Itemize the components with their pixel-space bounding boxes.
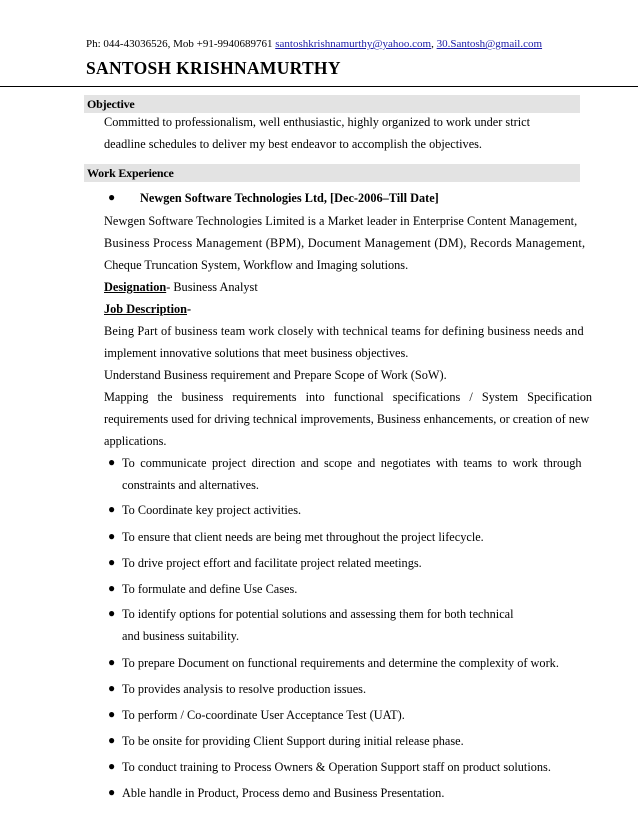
candidate-name: SANTOSH KRISHNAMURTHY bbox=[86, 58, 341, 78]
phone-text: Ph: 044-43036526, Mob +91-9940689761 bbox=[86, 38, 273, 50]
company-desc-line-2: Business Process Management (BPM), Document Management (DM), Records Management, bbox=[104, 236, 586, 250]
company-desc-line-3: Cheque Truncation System, Workflow and Imaging solutions. bbox=[104, 258, 409, 272]
bullet-dot: ● bbox=[108, 581, 116, 595]
email-link-gmail[interactable]: 30.Santosh@gmail.com bbox=[436, 38, 543, 50]
bullet-dot: ● bbox=[108, 733, 116, 747]
contact-line bbox=[86, 38, 542, 50]
bullet-dot: ● bbox=[108, 502, 116, 516]
objective-heading: Objective bbox=[84, 95, 580, 113]
bullet-item: To formulate and define Use Cases. bbox=[122, 582, 298, 596]
bullet-dot: ● bbox=[108, 529, 116, 543]
job-desc-line-2: implement innovative solutions that meet business objectives. bbox=[104, 346, 409, 360]
job-desc-line-5: requirements used for driving technical improvements, Business enhancements, or creation of new bbox=[104, 412, 590, 426]
bullet-dot: ● bbox=[108, 681, 116, 695]
objective-line-2: deadline schedules to deliver my best endeavor to accomplish the objectives. bbox=[104, 137, 483, 151]
bullet-dot: ● bbox=[108, 785, 116, 799]
bullet-dot: ● bbox=[108, 455, 116, 469]
job-description-row bbox=[104, 302, 191, 317]
job-desc-line-1: Being Part of business team work closely with technical teams for defining business needs and bbox=[104, 324, 584, 338]
designation-value: - Business Analyst bbox=[166, 280, 258, 294]
designation-label: Designation bbox=[104, 280, 167, 294]
bullet-item: To prepare Document on functional requirements and determine the complexity of work. bbox=[122, 656, 559, 670]
bullet-dot: ● bbox=[108, 759, 116, 773]
bullet-item: To be onsite for providing Client Support during initial release phase. bbox=[122, 734, 464, 748]
bullet-dot: ● bbox=[108, 606, 116, 620]
designation-row bbox=[104, 280, 258, 295]
bullet-item: Able handle in Product, Process demo and Business Presentation. bbox=[122, 786, 445, 800]
job-desc-line-3: Understand Business requirement and Prepare Scope of Work (SoW). bbox=[104, 368, 447, 382]
job-description-suffix: - bbox=[187, 302, 192, 316]
job-description-label: Job Description bbox=[104, 302, 188, 316]
job-desc-line-4: Mapping the business requirements into functional specifications / System Specification bbox=[104, 390, 593, 404]
bullet-item: To perform / Co-coordinate User Acceptance Test (UAT). bbox=[122, 708, 405, 722]
work-experience-heading: Work Experience bbox=[84, 164, 580, 182]
header-divider bbox=[0, 86, 638, 87]
bullet-item: To identify options for potential solutions and assessing them for both technical bbox=[122, 607, 514, 621]
bullet-item: To provides analysis to resolve production issues. bbox=[122, 682, 367, 696]
bullet-item: To drive project effort and facilitate project related meetings. bbox=[122, 556, 422, 570]
job-desc-line-6: applications. bbox=[104, 434, 167, 448]
bullet-item: To communicate project direction and scope and negotiates with teams to work through bbox=[122, 456, 582, 470]
bullet-dot: ● bbox=[108, 655, 116, 669]
bullet-dot: ● bbox=[108, 707, 116, 721]
company-desc-line-1: Newgen Software Technologies Limited is a Market leader in Enterprise Content Management, bbox=[104, 214, 578, 228]
bullet-item-continuation: constraints and alternatives. bbox=[122, 478, 259, 492]
company-bullet: ● bbox=[108, 190, 116, 204]
bullet-dot: ● bbox=[108, 555, 116, 569]
bullet-item: To conduct training to Process Owners & Operation Support staff on product solutions. bbox=[122, 760, 551, 774]
company-title: Newgen Software Technologies Ltd, [Dec-2006–Till Date] bbox=[140, 191, 439, 205]
objective-line-1: Committed to professionalism, well enthusiastic, highly organized to work under strict bbox=[104, 115, 530, 129]
bullet-item: To ensure that client needs are being met throughout the project lifecycle. bbox=[122, 530, 484, 544]
contact-separator: , bbox=[431, 38, 434, 50]
bullet-item-continuation: and business suitability. bbox=[122, 629, 240, 643]
email-link-yahoo[interactable]: santoshkrishnamurthy@yahoo.com bbox=[275, 38, 432, 50]
bullet-item: To Coordinate key project activities. bbox=[122, 503, 302, 517]
